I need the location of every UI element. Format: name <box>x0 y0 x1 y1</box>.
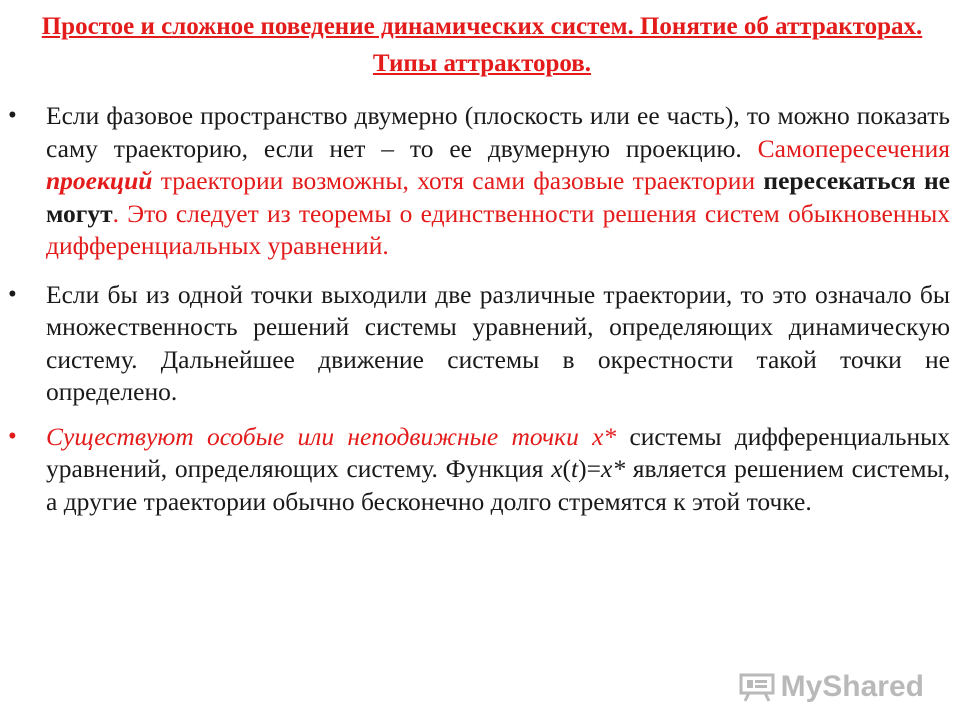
text-span: является решением системы, а другие траектории обычно бесконечно долго стремятся к этой точке. <box>46 454 950 516</box>
bullet-marker: • <box>8 280 17 308</box>
text-span-italic: x <box>551 454 563 483</box>
watermark-text: MyShared <box>780 670 924 703</box>
text-span-red: Самопересечения <box>757 133 950 163</box>
bullet-list <box>0 100 960 518</box>
watermark-logo <box>739 670 924 704</box>
text-span: ( <box>562 454 572 483</box>
text-span: Если фазовое пространство двумерно (плоскость или ее часть), то можно показать саму траекторию, если нет – то ее двумерную проекцию. <box>46 101 950 163</box>
text-span-red-bold-italic: проекций <box>46 166 153 195</box>
bullet-item-2 <box>8 279 950 409</box>
text-span-italic: x* <box>601 454 626 483</box>
text-span-red: траектории возможны, хотя сами фазовые траектории <box>152 166 764 195</box>
bullet-marker: • <box>8 422 17 450</box>
text-span-italic: t <box>571 454 579 483</box>
text-span: системы дифференциальных уравнений, определяющих систему. Функция <box>46 421 950 483</box>
text-span: Если бы из одной точки выходили две различные траектории, то это означало бы множественность решений системы уравнений, определяющих динамическую систему. Дальнейшее движение системы в окрестности такой точки не определено. <box>46 279 950 406</box>
bullet-item-1 <box>8 100 950 263</box>
slide-title: Простое и сложное поведение динамических систем. Понятие об аттракторах. Типы аттракторов. <box>41 13 923 77</box>
text-span-red-italic: Существуют особые или неподвижные точки x* <box>46 421 617 451</box>
text-span-red: . Это следует из теоремы о единственности решения систем обыкновенных дифференциальных уравнений. <box>46 198 950 260</box>
bullet-item-3 <box>8 421 950 519</box>
bullet-marker: • <box>8 102 17 129</box>
text-span-bold: пересекаться не могут <box>46 166 950 228</box>
presentation-board-icon <box>739 672 775 702</box>
text-span: )= <box>578 454 602 483</box>
